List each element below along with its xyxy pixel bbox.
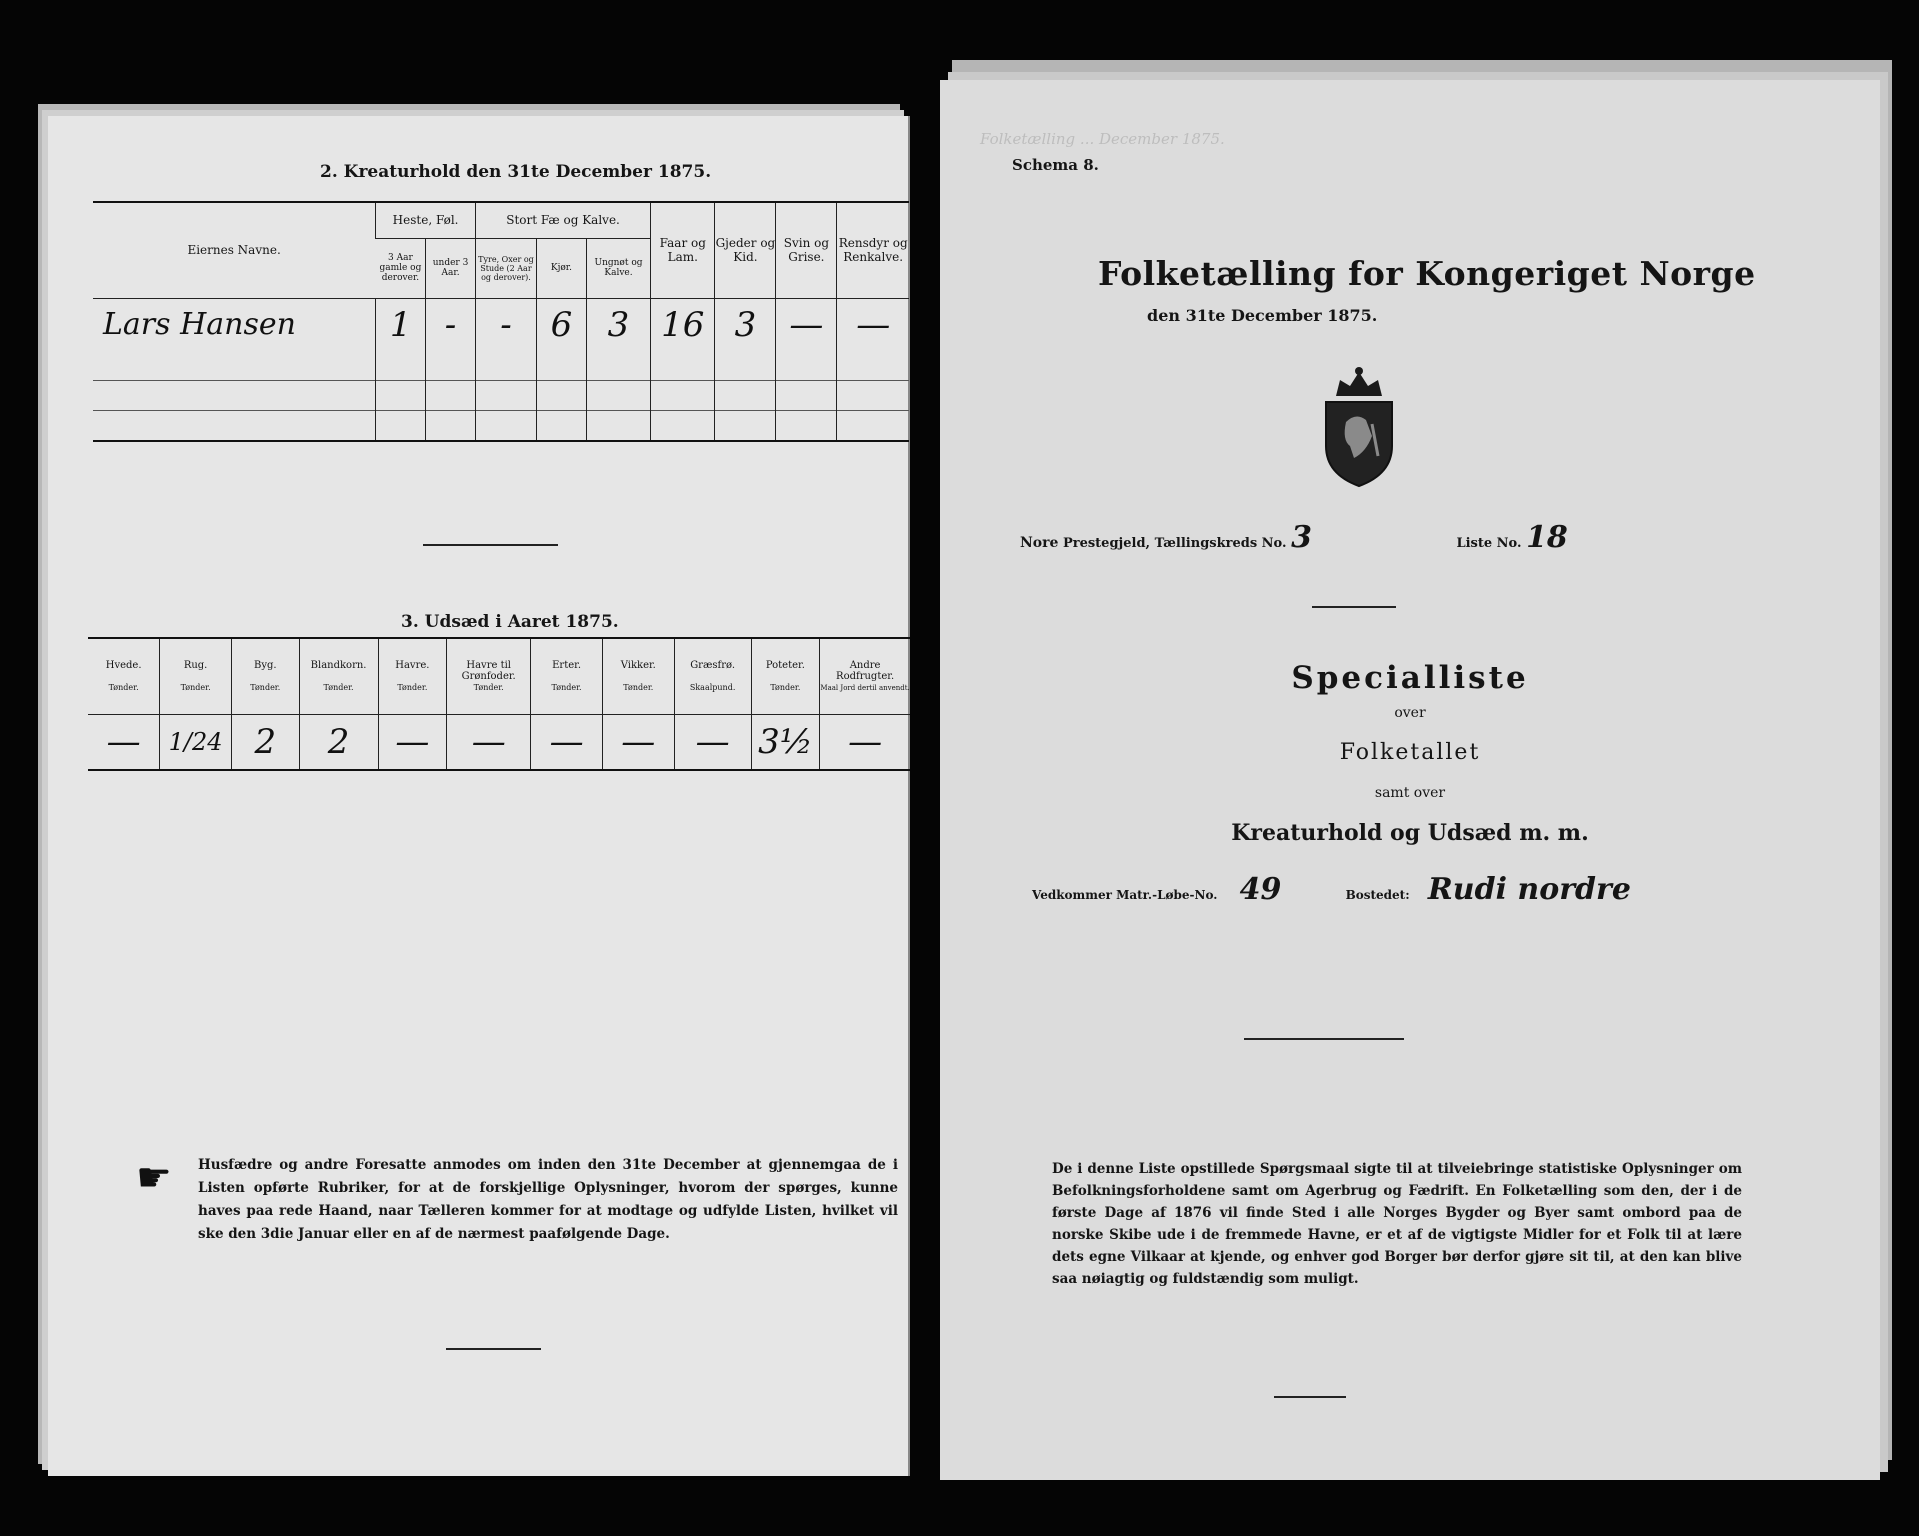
seed-val-6: — bbox=[531, 714, 603, 770]
right-page bbox=[940, 80, 1880, 1480]
seed-val-1: 1/24 bbox=[160, 714, 232, 770]
seed-col-1: Rug. Tønder. bbox=[160, 638, 232, 714]
spec-title: Specialliste bbox=[1291, 660, 1529, 696]
divider bbox=[1312, 606, 1396, 608]
seed-col-6: Erter. Tønder. bbox=[531, 638, 603, 714]
seed-val-5: — bbox=[447, 714, 531, 770]
notice-text: Husfædre og andre Foresatte anmodes om inden den 31te December at gjennemgaa de i Listen opførte Rubriker, for at de forskjellige Oplysninger, hvorom der spørges, kunne haves paa rede Haand, naar Tælleren kommer for at modtage og udfylde Listen, hvilket vil ske den 3die Januar eller en af de nærmest paafølgende Dage. bbox=[198, 1157, 898, 1242]
table-row bbox=[93, 411, 909, 441]
seed-val-3: 2 bbox=[299, 714, 378, 770]
seed-col-8: Græsfrø. Skaalpund. bbox=[674, 638, 751, 714]
cell-reindeer: — bbox=[837, 298, 909, 351]
livestock-table bbox=[93, 201, 909, 442]
cell-cattle-cows: 6 bbox=[536, 298, 586, 351]
coat-of-arms-icon bbox=[1316, 366, 1402, 490]
census-date: den 31te December 1875. bbox=[1147, 306, 1378, 325]
census-title: Folketælling for Kongeriget Norge bbox=[1098, 254, 1756, 293]
schema-label: Schema 8. bbox=[1012, 156, 1099, 174]
seed-val-2: 2 bbox=[231, 714, 299, 770]
col-reindeer: Rensdyr og Renkalve. bbox=[837, 202, 909, 298]
seed-val-9: 3½ bbox=[751, 714, 820, 770]
col-horse-old: 3 Aar gamle og derover. bbox=[376, 238, 426, 298]
seed-table bbox=[88, 637, 910, 771]
kreaturhold-label: Kreaturhold og Udsæd m. m. bbox=[1231, 820, 1589, 846]
col-cattle-cows: Kjør. bbox=[536, 238, 586, 298]
divider bbox=[423, 544, 558, 546]
bostedet-label: Bostedet: bbox=[1345, 888, 1410, 902]
seed-val-7: — bbox=[602, 714, 674, 770]
samt-over-label: samt over bbox=[1374, 785, 1446, 801]
seed-col-4: Havre. Tønder. bbox=[378, 638, 447, 714]
liste-value: 18 bbox=[1526, 520, 1568, 555]
cell-horse-young: - bbox=[426, 298, 476, 351]
table-row bbox=[93, 298, 909, 351]
table-row bbox=[88, 714, 910, 770]
purpose-paragraph: De i denne Liste opstillede Spørgsmaal sigte til at tilveiebringe statistiske Oplysninger om Befolkningsforholdene samt om Agerbrug og Fædrift. En Folketælling som den, der i de første Dage af 1876 vil finde Sted i alle Norges Bygder og Byer samt ombord paa de norske Skibe ude i de fremmede Havne, er et af de vigtigste Midler for et Folk til at lære dets egne Vilkaar at kjende, og enhver god Borger bør derfor gjøre sit til, at den kan blive saa nøiagtig og fuldstændig som muligt. bbox=[1052, 1161, 1742, 1287]
cell-horse-old: 1 bbox=[376, 298, 426, 351]
left-page bbox=[48, 116, 910, 1476]
seed-col-10: Andre Rodfrugter. Maal Jord dertil anvendt. bbox=[820, 638, 910, 714]
divider bbox=[1274, 1396, 1346, 1398]
district-line bbox=[1020, 520, 1780, 555]
seed-val-4: — bbox=[378, 714, 447, 770]
bostedet-value: Rudi nordre bbox=[1427, 872, 1631, 907]
seed-val-10: — bbox=[820, 714, 910, 770]
divider bbox=[446, 1348, 541, 1350]
col-owner: Eiernes Navne. bbox=[93, 202, 376, 298]
seed-val-8: — bbox=[674, 714, 751, 770]
over-label: over bbox=[1394, 705, 1426, 721]
col-cattle-young: Ungnøt og Kalve. bbox=[586, 238, 650, 298]
cell-cattle-young: 3 bbox=[586, 298, 650, 351]
cell-cattle-bulls: - bbox=[475, 298, 536, 351]
matr-value: 49 bbox=[1239, 872, 1282, 907]
seed-col-3: Blandkorn. Tønder. bbox=[299, 638, 378, 714]
matr-line bbox=[1032, 872, 1631, 907]
col-cattle-bulls: Tyre, Oxer og Stude (2 Aar og derover). bbox=[475, 238, 536, 298]
folketallet-label: Folketallet bbox=[1339, 740, 1481, 765]
prestegjeld-label: Prestegjeld, bbox=[1062, 536, 1151, 551]
col-cattle-group: Stort Fæ og Kalve. bbox=[475, 202, 650, 238]
cell-sheep: 16 bbox=[651, 298, 715, 351]
col-goats: Gjeder og Kid. bbox=[715, 202, 776, 298]
cell-pigs: — bbox=[776, 298, 837, 351]
table-row bbox=[93, 381, 909, 411]
seed-col-7: Vikker. Tønder. bbox=[602, 638, 674, 714]
kreds-label: Tællingskreds No. bbox=[1154, 536, 1287, 551]
matr-label: Vedkommer Matr.-Løbe-No. bbox=[1032, 888, 1218, 902]
seed-col-9: Poteter. Tønder. bbox=[751, 638, 820, 714]
liste-label: Liste No. bbox=[1456, 536, 1522, 551]
owner-name: Lars Hansen bbox=[103, 307, 296, 342]
col-horse-group: Heste, Føl. bbox=[376, 202, 476, 238]
seed-col-2: Byg. Tønder. bbox=[231, 638, 299, 714]
section2-title: 2. Kreaturhold den 31te December 1875. bbox=[320, 162, 712, 182]
seed-col-5: Havre til Grønfoder. Tønder. bbox=[447, 638, 531, 714]
bleed-through: Folketælling ... December 1875. bbox=[980, 130, 1225, 148]
divider bbox=[1244, 1038, 1404, 1040]
seed-val-0: — bbox=[106, 721, 141, 762]
pointing-hand-icon: ☛ bbox=[136, 1155, 172, 1201]
prestegjeld-value: Nore bbox=[1020, 535, 1059, 551]
cell-goats: 3 bbox=[715, 298, 776, 351]
seed-col-0: Hvede. Tønder. bbox=[88, 638, 160, 714]
col-sheep: Faar og Lam. bbox=[651, 202, 715, 298]
col-pigs: Svin og Grise. bbox=[776, 202, 837, 298]
section3-title: 3. Udsæd i Aaret 1875. bbox=[401, 612, 619, 632]
col-horse-young: under 3 Aar. bbox=[426, 238, 476, 298]
table-row bbox=[93, 351, 909, 381]
kreds-value: 3 bbox=[1291, 520, 1312, 555]
